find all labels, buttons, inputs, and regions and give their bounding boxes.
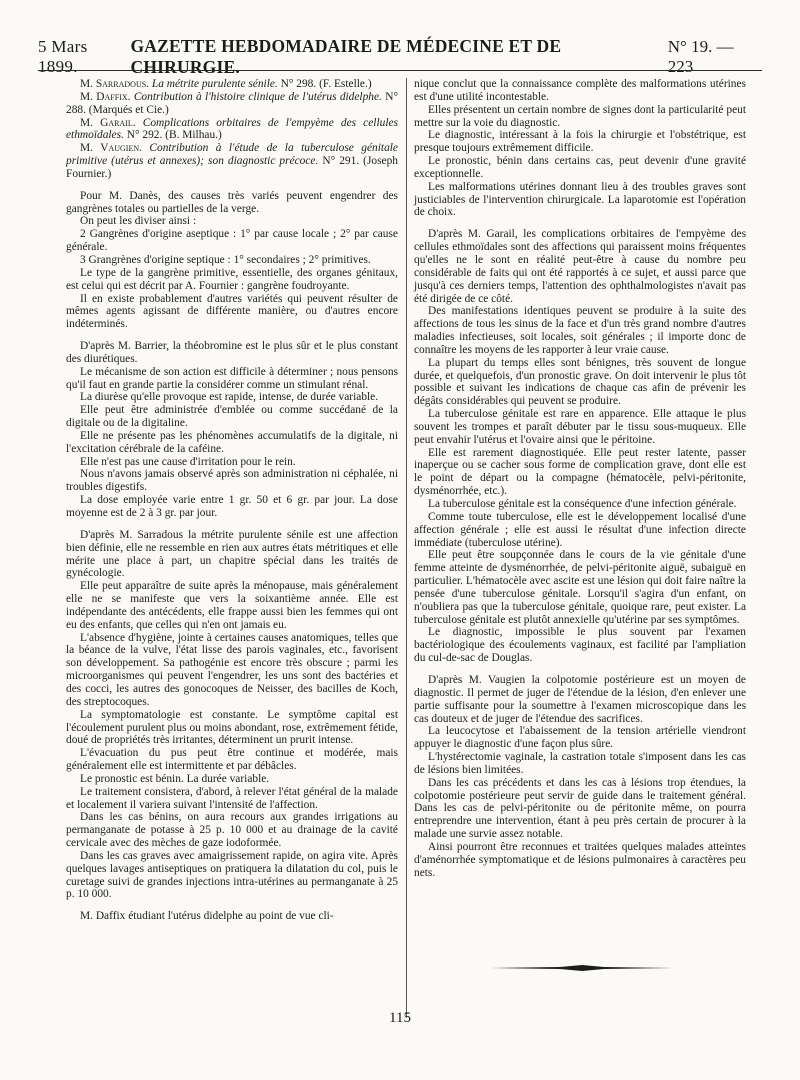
journal-title: GAZETTE HEBDOMADAIRE DE MÉDECINE ET DE CHIRURGIE. — [130, 36, 562, 77]
paragraph: La dose employée varie entre 1 gr. 50 et 6 gr. par jour. La dose moyenne est de 2 à 3 gr. par jour. — [66, 494, 398, 519]
paragraph: Des manifestations identiques peuvent se produire à la suite des affections de tous les sinus de la face et d'un très grand nombre d'autres maladies infectieuses, soit locales, soit générales ; il importe donc de connaître les moyens de les rapporter à leur vraie cause. — [414, 305, 746, 356]
bibliography-entry: M. Vaugien. Contribution à l'étude de la tuberculose génitale primitive (utérus et annexes); son diagnostic précoce. N° 291. (Joseph Fournier.) — [66, 142, 398, 180]
paragraph: Il en existe probablement d'autres variétés qui peuvent résulter de mêmes agents agissant de différente manière, ou d'autres encore indéterminés. — [66, 292, 398, 331]
header-rule — [38, 70, 762, 71]
paragraph: M. Daffix étudiant l'utérus didelphe au point de vue cli- — [80, 910, 334, 923]
paragraph: L'évacuation du pus peut être continue et modérée, mais généralement elle est intermittente et par débâcles. — [66, 747, 398, 773]
paragraph: Le pronostic est bénin. La durée variable. — [80, 772, 270, 785]
paragraph: Nous n'avons jamais observé après son administration ni céphalée, ni troubles digestifs. — [66, 468, 398, 494]
paragraph: Le pronostic, bénin dans certains cas, peut devenir d'une gravité exceptionnelle. — [414, 155, 746, 180]
paragraph: La symptomatologie est constante. Le symptôme capital est l'écoulement purulent plus ou moins abondant, rose, extrêmement fétide, doué de propriétés très irritantes, déterminent un prurit intense. — [66, 708, 398, 747]
left-column — [66, 78, 398, 923]
paragraph: Elle peut apparaître de suite après la ménopause, mais généralement elle ne se manifeste que vers la soixantième année. Elle est indépendante des antécédents, elle frappe aussi bien les femmes qui ont eu des enfants, que celles qui n'en ont jamais eu. — [66, 580, 398, 631]
running-header — [38, 36, 762, 77]
paragraph: D'après M. Barrier, la théobromine est le plus sûr et le plus constant des diurétiques. — [66, 340, 398, 365]
paragraph: L'hystérectomie vaginale, la castration totale s'imposent dans les cas de lésions bien limitées. — [414, 751, 746, 776]
paragraph: Le type de la gangrène primitive, essentielle, des organes génitaux, est celui qui est décrit par A. Fournier : gangrène foudroyante. — [66, 266, 398, 292]
paragraph: Dans les cas précédents et dans les cas à lésions trop étendues, la colpotomie postérieure peut servir de guide dans le traitement général. Dans les cas de pelvi-péritonite ou de péritonite même, on pourra entreprendre une intervention, étant à peu près certain de procurer à la malade une survie assez notable. — [414, 776, 746, 841]
paragraph: 2 Gangrènes d'origine aseptique : 1° par cause locale ; 2° par cause générale. — [66, 228, 398, 254]
issue-date: 5 Mars 1899. — [38, 37, 88, 76]
bibliography-entry: M. Daffix. Contribution à l'histoire clinique de l'utérus didelphe. N° 288. (Marqués et Cie.) — [66, 90, 398, 116]
paragraph: D'après M. Sarradous la métrite purulente sénile est une affection bien définie, elle ne ressemble en rien aux autres états métritiques et elle mérite une place à part, un chapitre spécial dans les traités de gynécologie. — [66, 528, 398, 580]
paragraph: Le mécanisme de son action est difficile à déterminer ; nous pensons qu'il faut en grande partie la considérer comme un stimulant rénal. — [66, 365, 398, 391]
paragraph: On peut les diviser ainsi : — [80, 215, 197, 228]
paragraph: Dans les cas graves avec amaigrissement rapide, on agira vite. Après quelques lavages antiseptiques on pratiquera la dilatation du col, puis le curetage suivi de grandes injections intra-utérines au permanganate à 25 p. 10 000. — [66, 849, 398, 901]
paragraph: La tuberculose génitale est rare en apparence. Elle attaque le plus souvent les trompes et paraît débuter par le tissu sous-muqueux. Elle peut envahir l'utérus et l'ovaire ainsi que le péritoine. — [414, 408, 746, 446]
paragraph: Elles présentent un certain nombre de signes dont la particularité peut mettre sur la voie du diagnostic. — [414, 103, 746, 129]
paragraph: Elle ne présente pas les phénomènes accumulatifs de la digitale, ni l'excitation cérébrale de la caféine. — [66, 429, 398, 455]
bibliography-entry: M. Sarradous. La métrite purulente sénile. N° 298. (F. Estelle.) — [80, 78, 372, 90]
paragraph: Ainsi pourront être reconnues et traitées quelques malades atteintes d'aménorrhée symptomatique et de lésions pulmonaires à caractères peu nets. — [414, 840, 746, 879]
paragraph: La tuberculose génitale est la conséquence d'une infection générale. — [428, 498, 737, 510]
issue-page-number: N° 19. — 223 — [667, 37, 734, 76]
paragraph: D'après M. Garail, les complications orbitaires de l'empyème des cellules ethmoïdales sont des affections qui paraissent moins fréquentes qu'elles ne le sont en réalité peut-être à cause du nombre peu considérable de faits qui ont été rapportés à ce sujet, et aussi parce que jusqu'à ces derniers temps, l'attention des ophthalmologistes n'avait pas été dirigée de ce côté. — [414, 228, 746, 305]
right-column — [414, 78, 746, 879]
paragraph: Comme toute tuberculose, elle est le développement localisé d'une affection générale ; elle est aussi le résultat d'une infection directe immédiate (tuberculose utérine). — [414, 510, 746, 549]
column-separator — [406, 78, 407, 1018]
paragraph: Elle peut être administrée d'emblée ou comme succédané de la digitale ou de la digitaline. — [66, 404, 398, 430]
bibliography-entry: M. Garail. Complications orbitaires de l'empyème des cellules ethmoïdales. N° 292. (B. Milhau.) — [66, 116, 398, 142]
paragraph: Le diagnostic, impossible le plus souvent par l'examen bactériologique des écoulements vaginaux, est facilité par l'ampliation du cul-de-sac de Douglas. — [414, 626, 746, 665]
paragraph: D'après M. Vaugien la colpotomie postérieure est un moyen de diagnostic. Il permet de juger de l'étendue de la lésion, d'en enlever une partie suffisante pour la soumettre à l'examen microscopique dans les cas douteux et de juger de l'étendue des sacrifices. — [414, 673, 746, 725]
paragraph: Les malformations utérines donnant lieu à des troubles graves sont justiciables de l'intervention chirurgicale. La laparotomie est l'opération de choix. — [414, 180, 746, 219]
paragraph: Dans les cas bénins, on aura recours aux grandes irrigations au permanganate de potasse à 25 p. 10 000 et au drainage de la cavité cervicale avec des mèches de gaze iodoformée. — [66, 811, 398, 850]
paragraph: Elle est rarement diagnostiquée. Elle peut rester latente, passer inaperçue ou se cacher sous forme de complication grave, dont elle est le point de départ ou la compagne (hématocèle, pelvi-péritonite, dysménorrhée, etc.). — [414, 446, 746, 498]
paragraph: 3 Grangrènes d'origine septique : 1° secondaires ; 2° primitives. — [80, 253, 371, 266]
paragraph: nique conclut que la connaissance complète des malformations utérines est d'une utilité incontestable. — [414, 78, 746, 103]
paragraph: Le traitement consistera, d'abord, à relever l'état général de la malade et localement il variera suivant l'intensité de l'affection. — [66, 785, 398, 811]
folio-number: 115 — [389, 1010, 411, 1026]
paragraph: Le diagnostic, intéressant à la fois la chirurgie et l'obstétrique, est presque toujours extrêmement difficile. — [414, 129, 746, 155]
paragraph: La plupart du temps elles sont bénignes, très souvent de longue durée, et quelquefois, d'un pronostic grave. On doit intervenir le plus tôt possible et suivant les indications de chaque cas afin de prévenir les dégâts considérables qui peuvent se produire. — [414, 356, 746, 408]
bibliography-list — [66, 78, 398, 181]
end-ornament — [490, 963, 674, 973]
paragraph: Pour M. Danès, des causes très variés peuvent engendrer des gangrènes totales ou partielles de la verge. — [66, 189, 398, 215]
paragraph: La diurèse qu'elle provoque est rapide, intense, de durée variable. — [80, 391, 379, 404]
paragraph: Elle n'est pas une cause d'irritation pour le rein. — [80, 455, 296, 468]
paragraph: Elle peut être soupçonnée dans le cours de la vie génitale d'une femme atteinte de dysménorrhée, de pelvi-péritonite aiguë, subaiguë en particulier. L'hématocèle avec ascite est une lésion qui doit faire naître la pensée d'une tuberculose génitale. Lorsqu'il s'agira d'un enfant, on n'oubliera pas que la tuberculose génitale, quoique rare, peut exister. La tuberculose génitale est plutôt annexielle qu'utérine par ses symptômes. — [414, 549, 746, 626]
paragraph: L'absence d'hygiène, jointe à certaines causes anatomiques, telles que la béance de la vulve, l'état lisse des parois vaginales, etc., favorisent son développement. Sa pathogénie est encore très obscure ; parmi les microorganismes qui peuvent l'engendrer, les uns sont des bactéries et des cocci, les autres des gonocoques de Neisser, des bacilles de Koch, des streptocoques. — [66, 631, 398, 708]
paragraph: La leucocytose et l'abaissement de la tension artérielle viendront appuyer le diagnostic d'une façon plus sûre. — [414, 725, 746, 751]
